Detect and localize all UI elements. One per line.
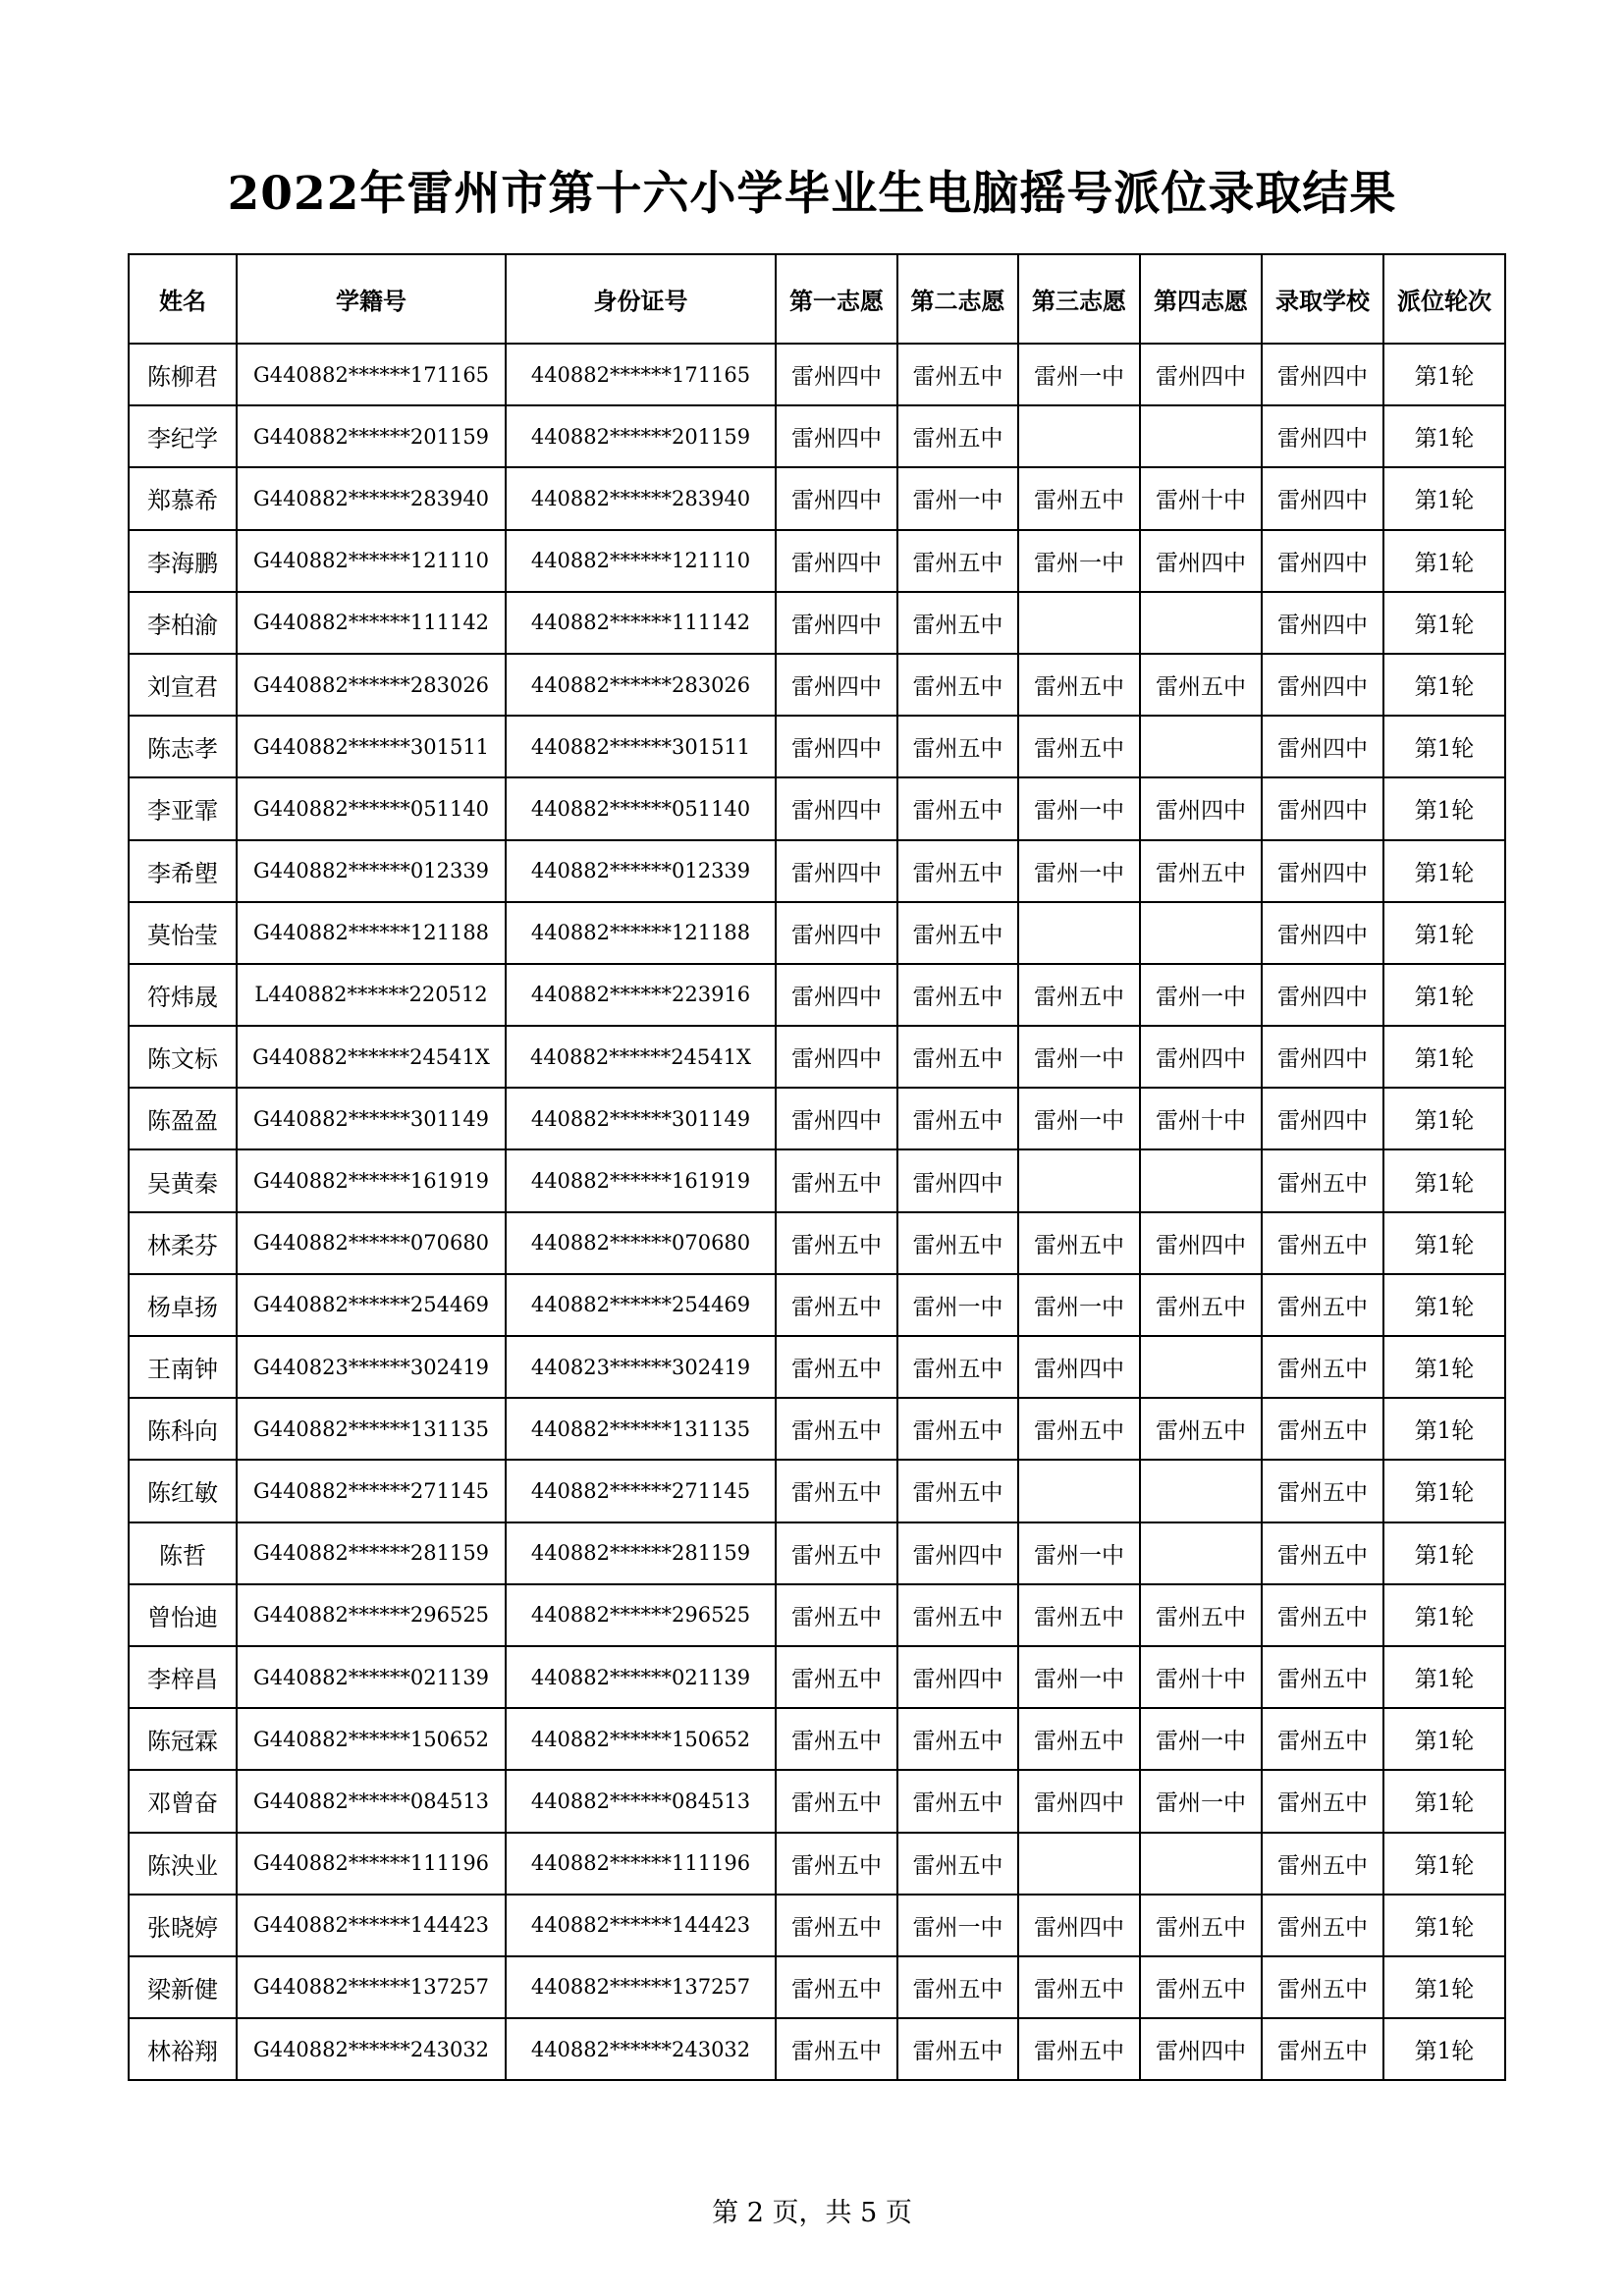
choice-3-cell — [1018, 592, 1140, 654]
national-id-cell: 440823******302419 — [506, 1336, 776, 1398]
admitted-school-cell: 雷州四中 — [1262, 777, 1383, 839]
table-row — [129, 1460, 1505, 1522]
table-row — [129, 777, 1505, 839]
choice-4-cell: 雷州四中 — [1140, 344, 1262, 405]
round-cell: 第1轮 — [1383, 1398, 1505, 1460]
choice-4-cell — [1140, 1460, 1262, 1522]
choice-3-cell: 雷州五中 — [1018, 716, 1140, 777]
round-cell: 第1轮 — [1383, 654, 1505, 716]
round-cell: 第1轮 — [1383, 1708, 1505, 1770]
table-row — [129, 840, 1505, 902]
choice-4-cell: 雷州一中 — [1140, 1708, 1262, 1770]
round-cell: 第1轮 — [1383, 592, 1505, 654]
choice-4-cell: 雷州四中 — [1140, 777, 1262, 839]
national-id-cell: 440882******254469 — [506, 1274, 776, 1336]
choice-2-cell: 雷州五中 — [897, 1956, 1018, 2018]
choice-4-cell — [1140, 716, 1262, 777]
national-id-cell: 440882******111196 — [506, 1833, 776, 1895]
student-id-cell: G440882******254469 — [237, 1274, 506, 1336]
table-header-row — [129, 254, 1505, 344]
choice-4-cell: 雷州四中 — [1140, 1212, 1262, 1274]
national-id-cell: 440882******301511 — [506, 716, 776, 777]
student-id-cell: G440882******070680 — [237, 1212, 506, 1274]
choice-1-cell: 雷州四中 — [776, 1088, 897, 1149]
student-id-cell: G440882******171165 — [237, 344, 506, 405]
column-header-choice-2: 第二志愿 — [897, 254, 1018, 344]
choice-3-cell: 雷州五中 — [1018, 467, 1140, 529]
choice-1-cell: 雷州四中 — [776, 592, 897, 654]
choice-2-cell: 雷州五中 — [897, 1398, 1018, 1460]
choice-1-cell: 雷州四中 — [776, 1026, 897, 1088]
choice-2-cell: 雷州一中 — [897, 467, 1018, 529]
table-body — [129, 344, 1505, 2080]
student-name-cell: 陈柳君 — [129, 344, 237, 405]
choice-1-cell: 雷州五中 — [776, 1336, 897, 1398]
choice-3-cell: 雷州五中 — [1018, 2018, 1140, 2080]
choice-2-cell: 雷州五中 — [897, 1833, 1018, 1895]
choice-4-cell — [1140, 1522, 1262, 1584]
admitted-school-cell: 雷州五中 — [1262, 1584, 1383, 1646]
choice-2-cell: 雷州五中 — [897, 964, 1018, 1026]
choice-4-cell: 雷州五中 — [1140, 1956, 1262, 2018]
student-name-cell: 梁新健 — [129, 1956, 237, 2018]
choice-4-cell: 雷州四中 — [1140, 1026, 1262, 1088]
choice-3-cell — [1018, 902, 1140, 964]
choice-2-cell: 雷州五中 — [897, 1460, 1018, 1522]
admitted-school-cell: 雷州五中 — [1262, 1336, 1383, 1398]
national-id-cell: 440882******150652 — [506, 1708, 776, 1770]
admitted-school-cell: 雷州四中 — [1262, 467, 1383, 529]
student-id-cell: G440882******283940 — [237, 467, 506, 529]
student-id-cell: G440882******301149 — [237, 1088, 506, 1149]
choice-1-cell: 雷州五中 — [776, 1956, 897, 2018]
choice-4-cell: 雷州四中 — [1140, 530, 1262, 592]
choice-1-cell: 雷州四中 — [776, 902, 897, 964]
choice-4-cell: 雷州五中 — [1140, 1895, 1262, 1956]
choice-3-cell: 雷州五中 — [1018, 1398, 1140, 1460]
round-cell: 第1轮 — [1383, 1149, 1505, 1211]
national-id-cell: 440882******021139 — [506, 1646, 776, 1708]
choice-2-cell: 雷州五中 — [897, 1212, 1018, 1274]
table-row — [129, 654, 1505, 716]
choice-1-cell: 雷州五中 — [776, 1274, 897, 1336]
choice-3-cell: 雷州五中 — [1018, 1956, 1140, 2018]
table-row — [129, 2018, 1505, 2080]
choice-1-cell: 雷州五中 — [776, 1149, 897, 1211]
national-id-cell: 440882******24541X — [506, 1026, 776, 1088]
choice-2-cell: 雷州五中 — [897, 405, 1018, 467]
choice-4-cell: 雷州五中 — [1140, 654, 1262, 716]
national-id-cell: 440882******171165 — [506, 344, 776, 405]
round-cell: 第1轮 — [1383, 1336, 1505, 1398]
student-name-cell: 陈志孝 — [129, 716, 237, 777]
choice-4-cell: 雷州四中 — [1140, 2018, 1262, 2080]
page-title: 2022年雷州市第十六小学毕业生电脑摇号派位录取结果 — [227, 167, 1397, 221]
table-row — [129, 1149, 1505, 1211]
column-header-choice-1: 第一志愿 — [776, 254, 897, 344]
student-name-cell: 莫怡莹 — [129, 902, 237, 964]
national-id-cell: 440882******281159 — [506, 1522, 776, 1584]
student-name-cell: 李海鹏 — [129, 530, 237, 592]
round-cell: 第1轮 — [1383, 1584, 1505, 1646]
choice-4-cell — [1140, 405, 1262, 467]
national-id-cell: 440882******121110 — [506, 530, 776, 592]
table-row — [129, 405, 1505, 467]
student-name-cell: 曾怡迪 — [129, 1584, 237, 1646]
choice-2-cell: 雷州四中 — [897, 1149, 1018, 1211]
choice-3-cell: 雷州四中 — [1018, 1770, 1140, 1832]
student-id-cell: G440882******201159 — [237, 405, 506, 467]
admitted-school-cell: 雷州五中 — [1262, 1274, 1383, 1336]
student-name-cell: 王南钟 — [129, 1336, 237, 1398]
round-cell: 第1轮 — [1383, 344, 1505, 405]
national-id-cell: 440882******296525 — [506, 1584, 776, 1646]
choice-4-cell: 雷州十中 — [1140, 1088, 1262, 1149]
choice-3-cell: 雷州五中 — [1018, 654, 1140, 716]
choice-4-cell — [1140, 1336, 1262, 1398]
national-id-cell: 440882******223916 — [506, 964, 776, 1026]
round-cell: 第1轮 — [1383, 1088, 1505, 1149]
choice-1-cell: 雷州五中 — [776, 1398, 897, 1460]
choice-4-cell: 雷州十中 — [1140, 1646, 1262, 1708]
student-id-cell: L440882******220512 — [237, 964, 506, 1026]
choice-1-cell: 雷州五中 — [776, 1708, 897, 1770]
admitted-school-cell: 雷州五中 — [1262, 1149, 1383, 1211]
table-row — [129, 1336, 1505, 1398]
choice-2-cell: 雷州五中 — [897, 902, 1018, 964]
student-name-cell: 郑慕希 — [129, 467, 237, 529]
choice-3-cell — [1018, 1833, 1140, 1895]
round-cell: 第1轮 — [1383, 405, 1505, 467]
admitted-school-cell: 雷州四中 — [1262, 902, 1383, 964]
choice-3-cell: 雷州五中 — [1018, 1584, 1140, 1646]
student-name-cell: 李亚霏 — [129, 777, 237, 839]
choice-2-cell: 雷州五中 — [897, 716, 1018, 777]
choice-2-cell: 雷州五中 — [897, 1026, 1018, 1088]
round-cell: 第1轮 — [1383, 1646, 1505, 1708]
round-cell: 第1轮 — [1383, 1460, 1505, 1522]
choice-2-cell: 雷州五中 — [897, 344, 1018, 405]
table-row — [129, 1398, 1505, 1460]
table-row — [129, 716, 1505, 777]
choice-4-cell: 雷州五中 — [1140, 1274, 1262, 1336]
choice-3-cell: 雷州一中 — [1018, 1646, 1140, 1708]
table-row — [129, 1584, 1505, 1646]
table-row — [129, 530, 1505, 592]
student-name-cell: 林裕翔 — [129, 2018, 237, 2080]
round-cell: 第1轮 — [1383, 1274, 1505, 1336]
choice-3-cell — [1018, 405, 1140, 467]
column-header-round: 派位轮次 — [1383, 254, 1505, 344]
table-row — [129, 1522, 1505, 1584]
national-id-cell: 440882******271145 — [506, 1460, 776, 1522]
choice-4-cell: 雷州十中 — [1140, 467, 1262, 529]
student-id-cell: G440882******131135 — [237, 1398, 506, 1460]
round-cell: 第1轮 — [1383, 716, 1505, 777]
student-name-cell: 陈泱业 — [129, 1833, 237, 1895]
round-cell: 第1轮 — [1383, 1956, 1505, 2018]
round-cell: 第1轮 — [1383, 1522, 1505, 1584]
table-row — [129, 344, 1505, 405]
student-name-cell: 符炜晟 — [129, 964, 237, 1026]
admitted-school-cell: 雷州五中 — [1262, 2018, 1383, 2080]
admitted-school-cell: 雷州四中 — [1262, 592, 1383, 654]
student-name-cell: 陈红敏 — [129, 1460, 237, 1522]
table-row — [129, 1212, 1505, 1274]
student-name-cell: 李梓昌 — [129, 1646, 237, 1708]
admitted-school-cell: 雷州四中 — [1262, 716, 1383, 777]
choice-3-cell: 雷州一中 — [1018, 1522, 1140, 1584]
choice-2-cell: 雷州五中 — [897, 1584, 1018, 1646]
choice-1-cell: 雷州四中 — [776, 344, 897, 405]
student-id-cell: G440882******24541X — [237, 1026, 506, 1088]
choice-1-cell: 雷州四中 — [776, 964, 897, 1026]
admitted-school-cell: 雷州五中 — [1262, 1895, 1383, 1956]
choice-1-cell: 雷州四中 — [776, 777, 897, 839]
choice-1-cell: 雷州四中 — [776, 654, 897, 716]
choice-3-cell: 雷州一中 — [1018, 344, 1140, 405]
round-cell: 第1轮 — [1383, 2018, 1505, 2080]
round-cell: 第1轮 — [1383, 467, 1505, 529]
choice-4-cell — [1140, 592, 1262, 654]
admitted-school-cell: 雷州五中 — [1262, 1212, 1383, 1274]
choice-4-cell — [1140, 902, 1262, 964]
choice-1-cell: 雷州四中 — [776, 405, 897, 467]
student-name-cell: 林柔芬 — [129, 1212, 237, 1274]
national-id-cell: 440882******137257 — [506, 1956, 776, 2018]
admitted-school-cell: 雷州五中 — [1262, 1770, 1383, 1832]
national-id-cell: 440882******121188 — [506, 902, 776, 964]
student-name-cell: 陈科向 — [129, 1398, 237, 1460]
national-id-cell: 440882******283940 — [506, 467, 776, 529]
admitted-school-cell: 雷州四中 — [1262, 1088, 1383, 1149]
national-id-cell: 440882******201159 — [506, 405, 776, 467]
national-id-cell: 440882******161919 — [506, 1149, 776, 1211]
admitted-school-cell: 雷州五中 — [1262, 1708, 1383, 1770]
choice-1-cell: 雷州四中 — [776, 530, 897, 592]
choice-3-cell: 雷州一中 — [1018, 1026, 1140, 1088]
choice-3-cell: 雷州四中 — [1018, 1895, 1140, 1956]
student-name-cell: 邓曾奋 — [129, 1770, 237, 1832]
national-id-cell: 440882******301149 — [506, 1088, 776, 1149]
choice-1-cell: 雷州五中 — [776, 2018, 897, 2080]
round-cell: 第1轮 — [1383, 1212, 1505, 1274]
admitted-school-cell: 雷州五中 — [1262, 1460, 1383, 1522]
admitted-school-cell: 雷州四中 — [1262, 530, 1383, 592]
national-id-cell: 440882******131135 — [506, 1398, 776, 1460]
choice-1-cell: 雷州五中 — [776, 1770, 897, 1832]
table-row — [129, 902, 1505, 964]
column-header-choice-3: 第三志愿 — [1018, 254, 1140, 344]
table-row — [129, 1708, 1505, 1770]
admission-results-table — [128, 253, 1506, 2081]
student-id-cell: G440882******137257 — [237, 1956, 506, 2018]
table-row — [129, 467, 1505, 529]
choice-4-cell: 雷州一中 — [1140, 964, 1262, 1026]
round-cell: 第1轮 — [1383, 840, 1505, 902]
column-header-national-id: 身份证号 — [506, 254, 776, 344]
column-header-admitted-school: 录取学校 — [1262, 254, 1383, 344]
table-row — [129, 1770, 1505, 1832]
choice-4-cell: 雷州五中 — [1140, 1584, 1262, 1646]
round-cell: 第1轮 — [1383, 1833, 1505, 1895]
table-row — [129, 1274, 1505, 1336]
admitted-school-cell: 雷州四中 — [1262, 344, 1383, 405]
choice-4-cell — [1140, 1833, 1262, 1895]
choice-1-cell: 雷州四中 — [776, 467, 897, 529]
choice-1-cell: 雷州五中 — [776, 1895, 897, 1956]
choice-3-cell: 雷州五中 — [1018, 1212, 1140, 1274]
choice-3-cell: 雷州一中 — [1018, 840, 1140, 902]
choice-1-cell: 雷州五中 — [776, 1522, 897, 1584]
student-id-cell: G440882******111196 — [237, 1833, 506, 1895]
choice-2-cell: 雷州四中 — [897, 1646, 1018, 1708]
student-id-cell: G440882******051140 — [237, 777, 506, 839]
table-row — [129, 1026, 1505, 1088]
national-id-cell: 440882******012339 — [506, 840, 776, 902]
student-id-cell: G440882******150652 — [237, 1708, 506, 1770]
round-cell: 第1轮 — [1383, 1895, 1505, 1956]
national-id-cell: 440882******283026 — [506, 654, 776, 716]
student-id-cell: G440823******302419 — [237, 1336, 506, 1398]
choice-3-cell — [1018, 1149, 1140, 1211]
national-id-cell: 440882******144423 — [506, 1895, 776, 1956]
choice-2-cell: 雷州五中 — [897, 1336, 1018, 1398]
admitted-school-cell: 雷州四中 — [1262, 964, 1383, 1026]
choice-3-cell: 雷州一中 — [1018, 1274, 1140, 1336]
student-name-cell: 吴黄秦 — [129, 1149, 237, 1211]
choice-1-cell: 雷州五中 — [776, 1833, 897, 1895]
round-cell: 第1轮 — [1383, 530, 1505, 592]
column-header-name: 姓名 — [129, 254, 237, 344]
student-name-cell: 陈文标 — [129, 1026, 237, 1088]
student-id-cell: G440882******121188 — [237, 902, 506, 964]
student-name-cell: 陈冠霖 — [129, 1708, 237, 1770]
admitted-school-cell: 雷州四中 — [1262, 840, 1383, 902]
student-id-cell: G440882******121110 — [237, 530, 506, 592]
choice-3-cell: 雷州五中 — [1018, 964, 1140, 1026]
student-name-cell: 陈盈盈 — [129, 1088, 237, 1149]
table-row — [129, 1833, 1505, 1895]
round-cell: 第1轮 — [1383, 902, 1505, 964]
student-id-cell: G440882******271145 — [237, 1460, 506, 1522]
student-id-cell: G440882******243032 — [237, 2018, 506, 2080]
choice-2-cell: 雷州五中 — [897, 592, 1018, 654]
admitted-school-cell: 雷州四中 — [1262, 1026, 1383, 1088]
choice-2-cell: 雷州五中 — [897, 654, 1018, 716]
choice-1-cell: 雷州五中 — [776, 1646, 897, 1708]
choice-2-cell: 雷州五中 — [897, 530, 1018, 592]
table-row — [129, 592, 1505, 654]
choice-2-cell: 雷州一中 — [897, 1895, 1018, 1956]
student-id-cell: G440882******296525 — [237, 1584, 506, 1646]
choice-2-cell: 雷州五中 — [897, 1708, 1018, 1770]
national-id-cell: 440882******243032 — [506, 2018, 776, 2080]
admitted-school-cell: 雷州五中 — [1262, 1398, 1383, 1460]
round-cell: 第1轮 — [1383, 1026, 1505, 1088]
choice-2-cell: 雷州五中 — [897, 1088, 1018, 1149]
round-cell: 第1轮 — [1383, 1770, 1505, 1832]
national-id-cell: 440882******111142 — [506, 592, 776, 654]
choice-2-cell: 雷州五中 — [897, 840, 1018, 902]
choice-1-cell: 雷州五中 — [776, 1584, 897, 1646]
choice-3-cell: 雷州四中 — [1018, 1336, 1140, 1398]
student-id-cell: G440882******084513 — [237, 1770, 506, 1832]
student-id-cell: G440882******281159 — [237, 1522, 506, 1584]
choice-4-cell — [1140, 1149, 1262, 1211]
choice-4-cell: 雷州五中 — [1140, 840, 1262, 902]
admitted-school-cell: 雷州四中 — [1262, 405, 1383, 467]
choice-2-cell: 雷州五中 — [897, 1770, 1018, 1832]
choice-3-cell — [1018, 1460, 1140, 1522]
admitted-school-cell: 雷州五中 — [1262, 1646, 1383, 1708]
admitted-school-cell: 雷州五中 — [1262, 1956, 1383, 2018]
page-footer: 第 2 页，共 5 页 — [712, 2198, 912, 2228]
admitted-school-cell: 雷州五中 — [1262, 1833, 1383, 1895]
choice-4-cell: 雷州五中 — [1140, 1398, 1262, 1460]
choice-3-cell: 雷州一中 — [1018, 777, 1140, 839]
choice-1-cell: 雷州四中 — [776, 716, 897, 777]
student-name-cell: 张晓婷 — [129, 1895, 237, 1956]
choice-3-cell: 雷州五中 — [1018, 1708, 1140, 1770]
choice-2-cell: 雷州四中 — [897, 1522, 1018, 1584]
student-name-cell: 刘宣君 — [129, 654, 237, 716]
student-id-cell: G440882******283026 — [237, 654, 506, 716]
student-name-cell: 杨卓扬 — [129, 1274, 237, 1336]
table-row — [129, 1646, 1505, 1708]
choice-1-cell: 雷州四中 — [776, 840, 897, 902]
choice-2-cell: 雷州五中 — [897, 777, 1018, 839]
round-cell: 第1轮 — [1383, 777, 1505, 839]
student-id-cell: G440882******144423 — [237, 1895, 506, 1956]
table-row — [129, 1956, 1505, 2018]
choice-2-cell: 雷州五中 — [897, 2018, 1018, 2080]
choice-3-cell: 雷州一中 — [1018, 1088, 1140, 1149]
student-id-cell: G440882******161919 — [237, 1149, 506, 1211]
choice-1-cell: 雷州五中 — [776, 1212, 897, 1274]
admitted-school-cell: 雷州四中 — [1262, 654, 1383, 716]
student-id-cell: G440882******111142 — [237, 592, 506, 654]
column-header-choice-4: 第四志愿 — [1140, 254, 1262, 344]
choice-2-cell: 雷州一中 — [897, 1274, 1018, 1336]
student-name-cell: 陈哲 — [129, 1522, 237, 1584]
table-row — [129, 1895, 1505, 1956]
student-id-cell: G440882******301511 — [237, 716, 506, 777]
choice-1-cell: 雷州五中 — [776, 1460, 897, 1522]
table-row — [129, 1088, 1505, 1149]
round-cell: 第1轮 — [1383, 964, 1505, 1026]
student-name-cell: 李柏渝 — [129, 592, 237, 654]
table-row — [129, 964, 1505, 1026]
national-id-cell: 440882******051140 — [506, 777, 776, 839]
choice-3-cell: 雷州一中 — [1018, 530, 1140, 592]
admitted-school-cell: 雷州五中 — [1262, 1522, 1383, 1584]
student-name-cell: 李纪学 — [129, 405, 237, 467]
column-header-student-id: 学籍号 — [237, 254, 506, 344]
national-id-cell: 440882******070680 — [506, 1212, 776, 1274]
national-id-cell: 440882******084513 — [506, 1770, 776, 1832]
student-id-cell: G440882******012339 — [237, 840, 506, 902]
choice-4-cell: 雷州一中 — [1140, 1770, 1262, 1832]
student-id-cell: G440882******021139 — [237, 1646, 506, 1708]
student-name-cell: 李希塱 — [129, 840, 237, 902]
